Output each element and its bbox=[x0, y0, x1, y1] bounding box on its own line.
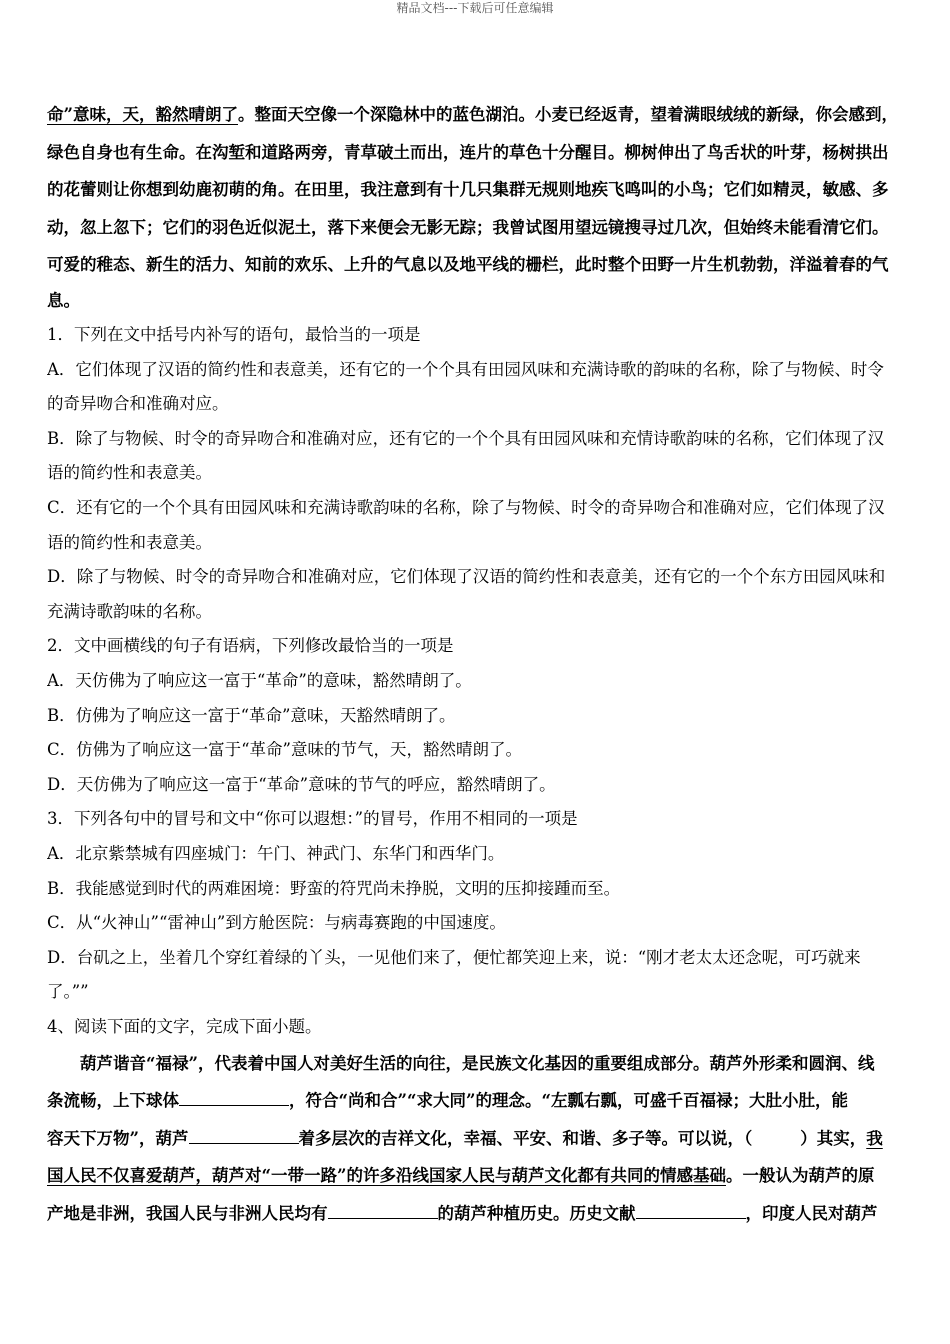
fill-blank bbox=[328, 1200, 438, 1219]
question-4 bbox=[47, 1010, 907, 1232]
underlined-sentence: 命”意味，天，豁然晴朗了 bbox=[47, 105, 238, 124]
option-b: B．仿佛为了响应这一富于“革命”意味，天豁然晴朗了。 bbox=[47, 705, 456, 725]
passage-line: 可爱的稚态、新生的活力、知前的欢乐、上升的气息以及地平线的栅栏，此时整个田野一片生机勃勃，洋溢着春的气 bbox=[47, 255, 889, 274]
passage-paragraph bbox=[47, 96, 907, 318]
reading-line: 条流畅，上下球体 ，符合“尚和合”“求大同”的理念。“左瓢右瓢，可盛千百福禄；大肚小肚，能 bbox=[47, 1082, 907, 1120]
option-a-cont: 的奇异吻合和准确对应。 bbox=[47, 394, 229, 414]
passage-line: 绿色自身也有生命。在沟堑和道路两旁，青草破土而出，连片的草色十分醒目。柳树伸出了鸟舌状的叶芽，杨树拱出 bbox=[47, 142, 889, 162]
question-stem: 3．下列各句中的冒号和文中“你可以遐想：”的冒号，作用不相同的一项是 bbox=[47, 809, 578, 829]
fill-blank bbox=[189, 1125, 299, 1144]
option-c: C．从“火神山”“雷神山”到方舱医院：与病毒赛跑的中国速度。 bbox=[47, 913, 506, 933]
option-c: C．还有它的一个个具有田园风味和充满诗歌韵味的名称，除了与物候、时令的奇异吻合和准确对应，它们体现了汉 bbox=[47, 498, 885, 518]
option-d: D．台矶之上，坐着几个穿红着绿的丫头，一见他们来了，便忙都笑迎上来，说：“刚才老太太还念呢，可巧就来 bbox=[47, 947, 861, 967]
document-body bbox=[47, 96, 907, 1232]
question-stem: 4、阅读下面的文字，完成下面小题。 bbox=[47, 1016, 322, 1036]
passage-line: 的花蕾则让你想到幼鹿初萌的角。在田里，我注意到有十几只集群无规则地疾飞鸣叫的小鸟；它们如精灵，敏感、多 bbox=[47, 180, 889, 199]
underlined-sentence: 我 bbox=[866, 1128, 883, 1148]
question-stem: 1．下列在文中括号内补写的语句，最恰当的一项是 bbox=[47, 325, 421, 345]
passage-line: 命”意味，天，豁然晴朗了。整面天空像一个深隐林中的蓝色湖泊。小麦已经返青，望着满眼绒绒的新绿，你会感到， bbox=[47, 105, 898, 124]
reading-line: 葫芦谐音“福禄”，代表着中国人对美好生活的向往，是民族文化基因的重要组成部分。葫芦外形柔和圆润、线 bbox=[80, 1053, 875, 1073]
option-a: A．北京紫禁城有四座城门：午门、神武门、东华门和西华门。 bbox=[47, 844, 505, 863]
option-c-cont: 语的简约性和表意美。 bbox=[47, 532, 212, 552]
option-b-cont: 语的简约性和表意美。 bbox=[47, 463, 212, 483]
option-d: D．天仿佛为了响应这一富于“革命”意味的节气的呼应，豁然晴朗了。 bbox=[47, 774, 556, 794]
reading-line: 产地是非洲，我国人民与非洲人民均有 的葫芦种植历史。历史文献 ，印度人民对葫芦 bbox=[47, 1195, 907, 1233]
passage-line: 动，忽上忽下；它们的羽色近似泥土，落下来便会无影无踪；我曾试图用望远镜搜寻过几次，但始终未能看清它们。 bbox=[47, 217, 889, 237]
question-3 bbox=[47, 802, 907, 1010]
passage-line: 息。 bbox=[47, 290, 80, 310]
fill-blank bbox=[636, 1200, 746, 1219]
page-header: 精品文档---下载后可任意编辑 bbox=[396, 1, 554, 15]
question-stem: 2．文中画横线的句子有语病，下列修改最恰当的一项是 bbox=[47, 636, 454, 656]
fill-blank bbox=[179, 1087, 289, 1106]
option-a: A．天仿佛为了响应这一富于“革命”的意味，豁然晴朗了。 bbox=[47, 671, 472, 691]
option-d-cont: 充满诗歌韵味的名称。 bbox=[47, 601, 212, 621]
option-b: B．我能感觉到时代的两难困境：野蛮的符咒尚未挣脱，文明的压抑接踵而至。 bbox=[47, 878, 621, 898]
question-1 bbox=[47, 318, 907, 629]
question-2 bbox=[47, 629, 907, 802]
option-a: A．它们体现了汉语的简约性和表意美，还有它的一个个具有田园风味和充满诗歌的韵味的名称，除了与物候、时令 bbox=[47, 359, 884, 379]
option-c: C．仿佛为了响应这一富于“革命”意味的节气，天，豁然晴朗了。 bbox=[47, 740, 522, 760]
reading-line: 国人民不仅喜爱葫芦，葫芦对“一带一路”的许多沿线国家人民与葫芦文化都有共同的情感基础。一般认为葫芦的原 bbox=[47, 1166, 875, 1186]
option-d: D．除了与物候、时令的奇异吻合和准确对应，它们体现了汉语的简约性和表意美，还有它的一个个东方田园风味和 bbox=[47, 567, 886, 587]
option-b: B．除了与物候、时令的奇异吻合和准确对应，还有它的一个个具有田园风味和充情诗歌韵味的名称，它们体现了汉 bbox=[47, 428, 885, 448]
underlined-sentence: 国人民不仅喜爱葫芦，葫芦对“一带一路”的许多沿线国家人民与葫芦文化都有共同的情感基础 bbox=[47, 1166, 726, 1186]
option-d-cont: 了。”” bbox=[47, 982, 89, 1002]
reading-line: 容天下万物”，葫芦 着多层次的吉祥文化，幸福、平安、和谐、多子等。可以说，（ ）其实，我 bbox=[47, 1120, 907, 1158]
